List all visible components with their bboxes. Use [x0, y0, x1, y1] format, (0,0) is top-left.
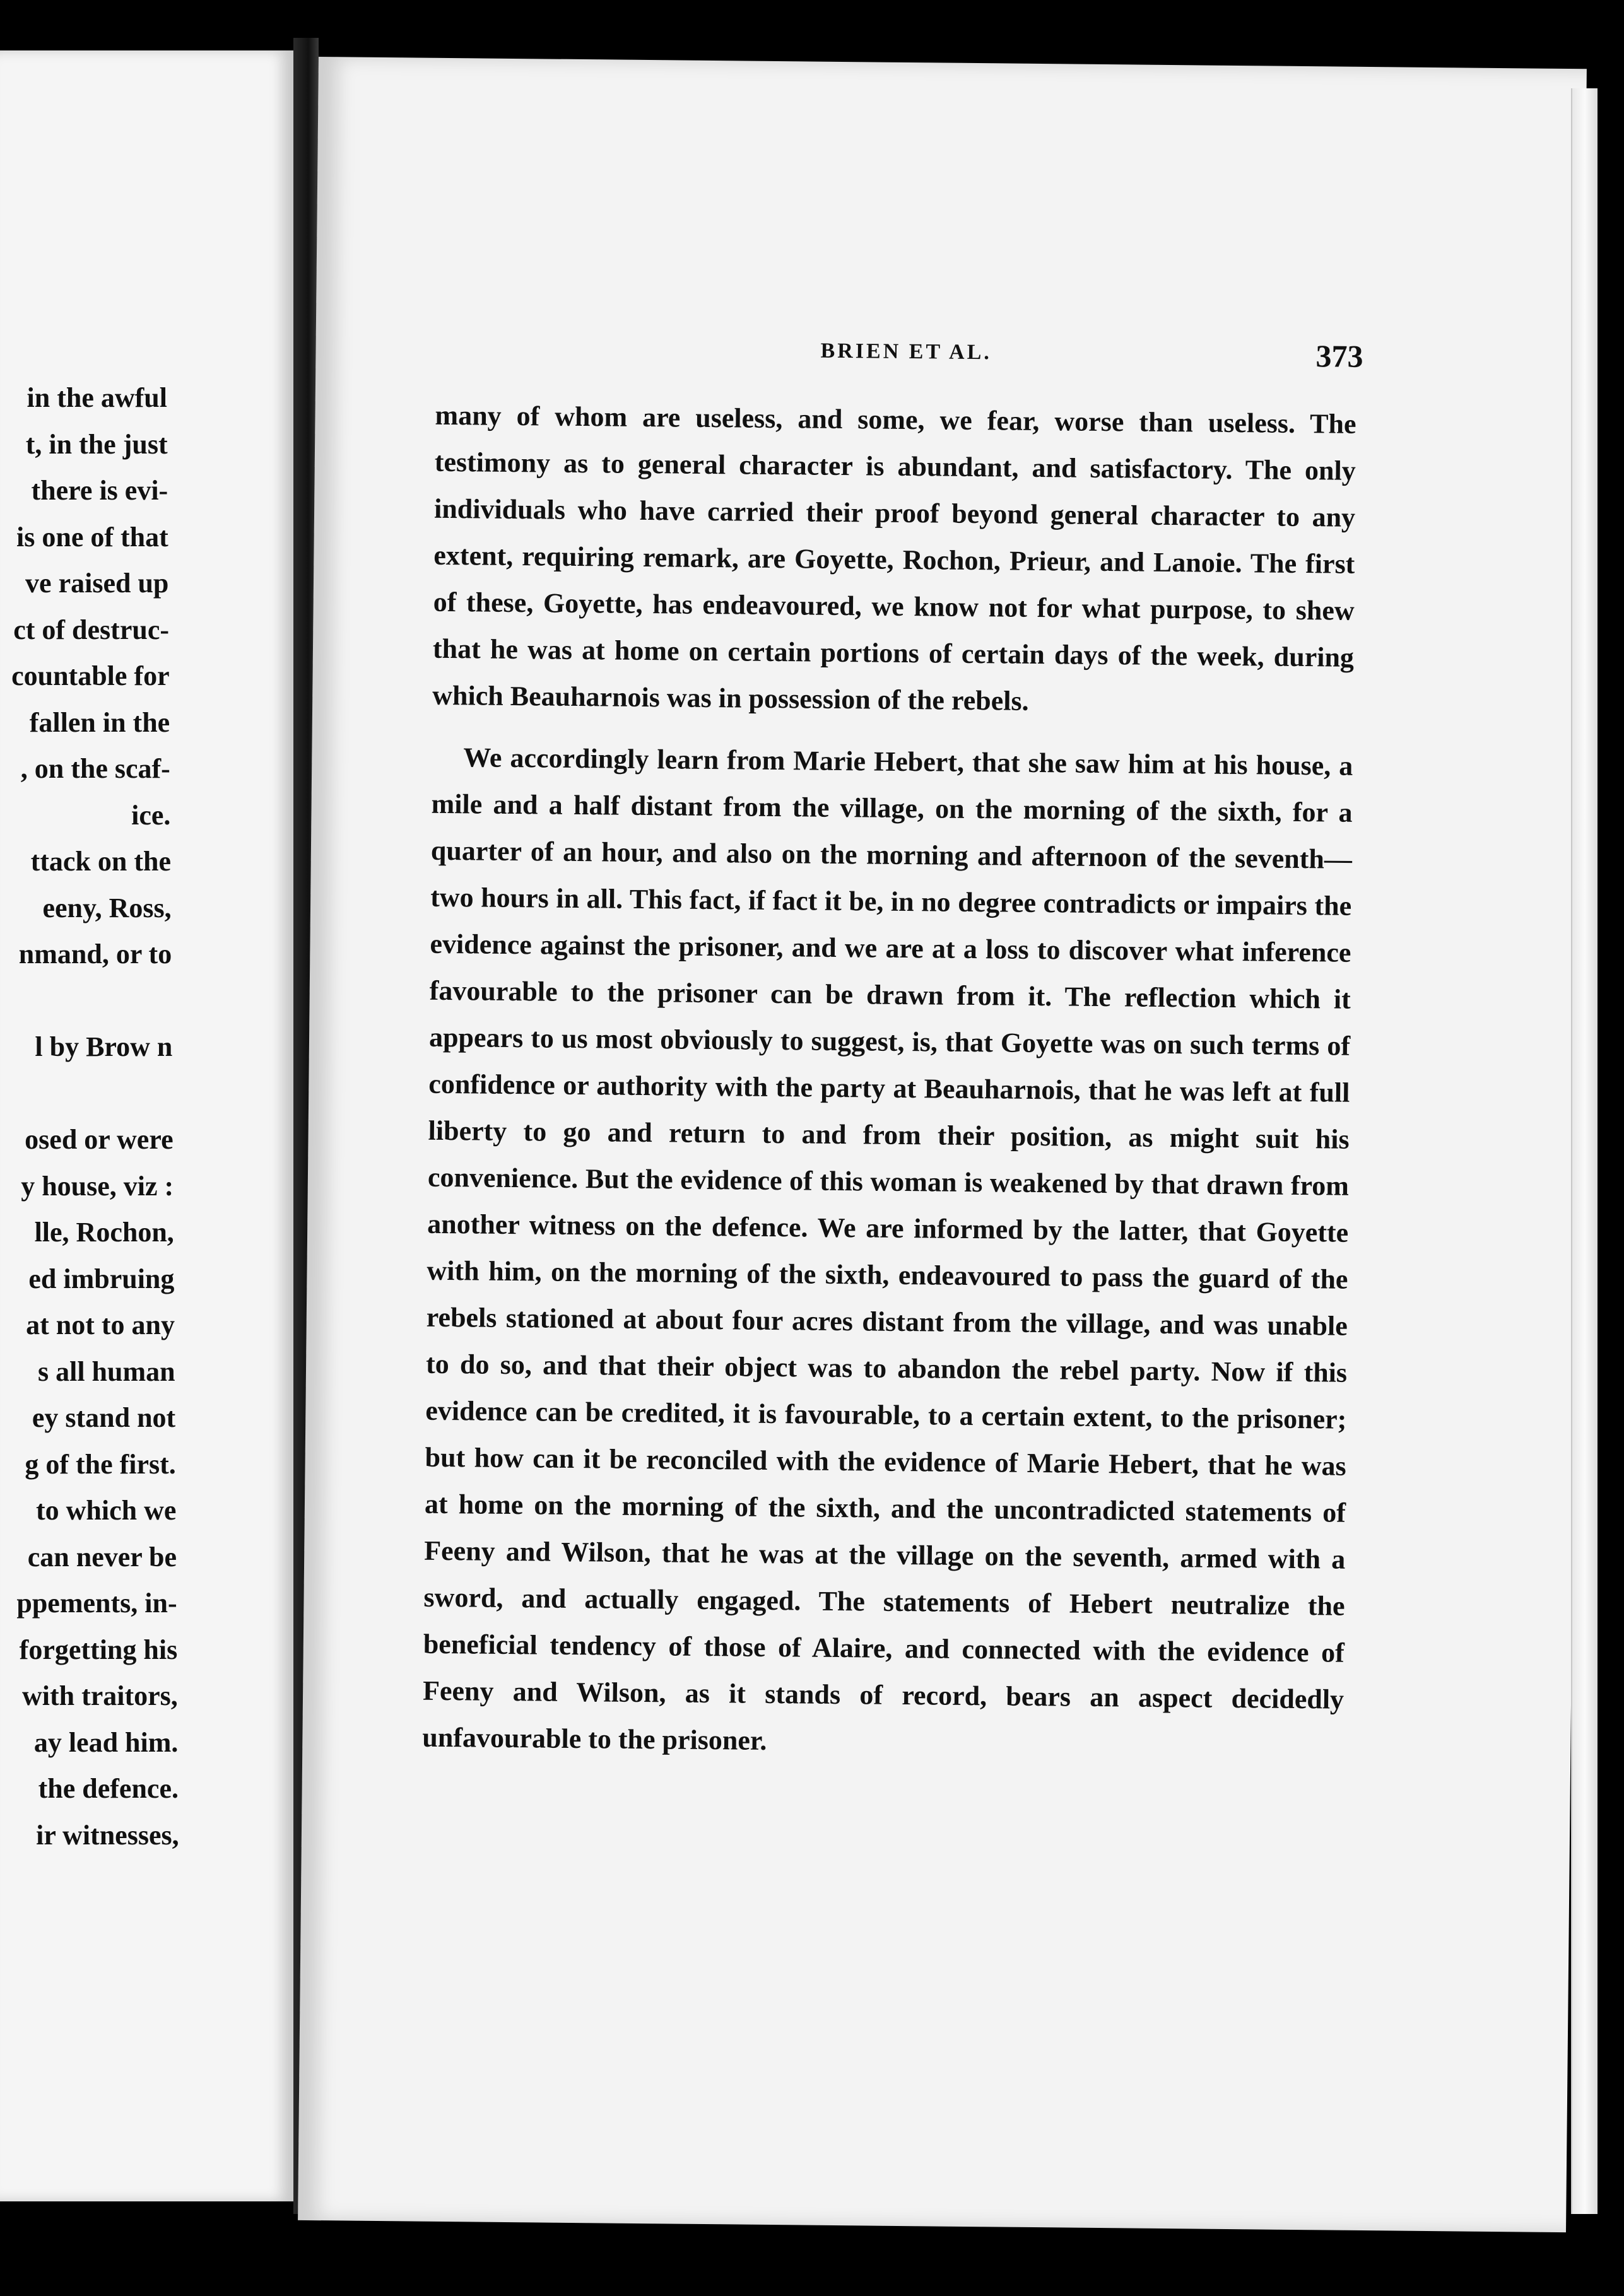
left-page-line: in the awful	[26, 382, 167, 413]
body-text	[422, 392, 1356, 1770]
left-page-line: ct of destruc-	[13, 614, 169, 645]
left-page-line: forgetting his	[19, 1634, 178, 1665]
left-page-line: at not to any	[26, 1309, 175, 1340]
running-head: BRIEN ET AL.	[820, 339, 992, 365]
left-page-line: ttack on the	[30, 846, 171, 877]
left-page-line: with traitors,	[21, 1680, 178, 1711]
left-page-line: , on the scaf-	[20, 753, 170, 784]
left-page-line: the defence.	[38, 1773, 179, 1804]
left-page-line: is one of that	[16, 521, 168, 553]
left-page-line: there is evi-	[31, 475, 168, 506]
left-page-line: ppements, in-	[16, 1588, 177, 1619]
paragraph: We accordingly learn from Marie Hebert, that she saw him at his house, a mile and a half distant from the village, on the morning of the sixth, for a quarter of an hour, and also on the morning and afternoon of the seventh—two hours in all. This fact, if fact it be, in no degree contradicts or impairs the evidence against the prisoner, and we are at a loss to discover what inference favourable to the prisoner can be drawn from it. The reflection which it appears to us most obviously to suggest, is, that Goyette was on such terms of confidence or authority with the party at Beauharnois, that he was left at full liberty to go and return to and from their position, as might suit his convenience. But the evidence of this woman is weakened by that drawn from another witness on the defence. We are informed by the latter, that Goyette with him, on the morning of the sixth, endeavoured to pass the guard of the rebels stationed at about four acres distant from the village, and was unable to do so, and that their object was to abandon the rebel party. Now if this evidence can be credited, it is favourable, to a certain extent, to the prisoner; but how can it be reconciled with the evidence of Marie Hebert, that he was at home on the morning of the sixth, and the uncontradicted statements of Feeny and Wilson, that he was at the village on the seventh, armed with a sword, and actually engaged. The statements of Hebert neutralize the beneficial tendency of those of Alaire, and connected with the evidence of Feeny and Wilson, as it stands of record, bears an aspect decidedly unfavourable to the prisoner.	[422, 742, 1353, 1756]
right-page	[298, 57, 1587, 2232]
left-page-line: ey stand not	[32, 1402, 176, 1433]
left-page-line: ay lead him.	[33, 1726, 179, 1758]
left-page-line: ed imbruing	[28, 1263, 175, 1294]
left-page-line: eeny, Ross,	[42, 892, 172, 923]
left-page-line: ve raised up	[25, 568, 169, 599]
left-page-line: nmand, or to	[18, 939, 172, 969]
page-number: 373	[1315, 338, 1363, 374]
left-page-line: to which we	[35, 1495, 177, 1526]
left-page-line: l by Brow n	[35, 1031, 173, 1062]
left-page-line: countable for	[11, 660, 170, 691]
left-page-line: osed or were	[25, 1124, 174, 1155]
page-edge	[1571, 88, 1598, 2214]
left-page-line: lle, Rochon,	[34, 1217, 174, 1248]
left-page-line: g of the first.	[25, 1448, 176, 1480]
paragraph: many of whom are useless, and some, we fear, worse than useless. The testimony as to general character is abundant, and satisfactory. The only individuals who have carried their proof beyond general character to any extent, requiring remark, are Goyette, Rochon, Prieur, and Lanoie. The first of these, Goyette, has endeavoured, we know not for what purpose, to shew that he was at home on certain portions of certain days of the week, during which Beauharnois was in possession of the rebels.	[432, 399, 1356, 717]
left-page-line: can never be	[27, 1541, 177, 1573]
left-page-line: ir witnesses,	[36, 1819, 179, 1851]
left-page	[0, 50, 293, 2201]
left-page-line: y house, viz :	[21, 1170, 174, 1202]
left-page-line: s all human	[37, 1356, 175, 1387]
left-page-line: ice.	[131, 799, 171, 831]
left-page-line: fallen in the	[29, 706, 170, 738]
left-page-line: t, in the just	[25, 428, 168, 460]
